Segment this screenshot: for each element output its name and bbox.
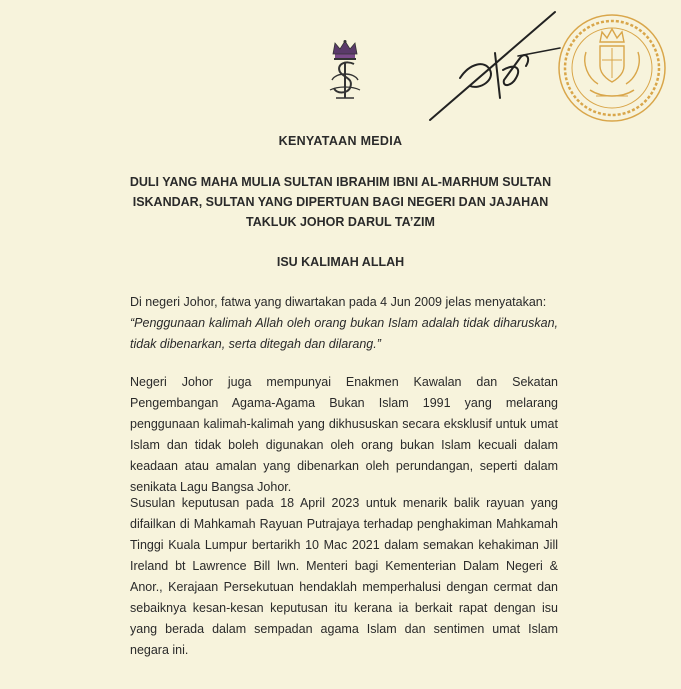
paragraph-enactment: Negeri Johor juga mempunyai Enakmen Kawalan dan Sekatan Pengembangan Agama-Agama Bukan Islam 1991 yang melarang penggunaan kalimah-kalimah yang dikhususkan secara eksklusif untuk umat Islam dan tidak boleh digunakan oleh orang bukan Islam kecuali dalam keadaan atau amalan yang dibenarkan oleh perundangan, seperti dalam senikata Lagu Bangsa Johor. <box>130 375 558 494</box>
document-title: KENYATAAN MEDIA <box>278 134 403 148</box>
handwritten-signature-icon <box>400 8 570 126</box>
paragraph-court-decision: Susulan keputusan pada 18 April 2023 untuk menarik balik rayuan yang difailkan di Mahkamah Rayuan Putrajaya terhadap penghakiman Mahkamah Tinggi Kuala Lumpur bertarikh 10 Mac 2021 dalam semakan kehakiman Jill Ireland bt Lawrence Bill lwn. Menteri bagi Kementerian Dalam Negeri & Anor., Kerajaan Persekutuan hendaklah memperhalusi dengan cermat dan sebaiknya kesan-kesan keputusan itu kerana ia berkait rapat dengan isu yang berada dalam sempadan agama Islam dan sentimen umat Islam negara ini. <box>130 496 558 657</box>
document-heading: DULI YANG MAHA MULIA SULTAN IBRAHIM IBNI AL-MARHUM SULTAN ISKANDAR, SULTAN YANG DIPERTUAN BAGI NEGERI DAN JAJAHAN TAKLUK JOHOR DARUL TA’ZIM <box>129 175 552 229</box>
paragraph-fatwa <box>130 292 558 355</box>
royal-crown-monogram-icon <box>318 40 372 104</box>
document-subtitle: ISU KALIMAH ALLAH <box>276 255 405 269</box>
paragraph-fatwa-quote: “Penggunaan kalimah Allah oleh orang bukan Islam adalah tidak diharuskan, tidak dibenarkan, serta ditegah dan dilarang.” <box>130 316 558 351</box>
paragraph-fatwa-intro: Di negeri Johor, fatwa yang diwartakan pada 4 Jun 2009 jelas menyatakan: <box>130 295 547 309</box>
royal-seal-stamp-icon <box>556 12 668 124</box>
